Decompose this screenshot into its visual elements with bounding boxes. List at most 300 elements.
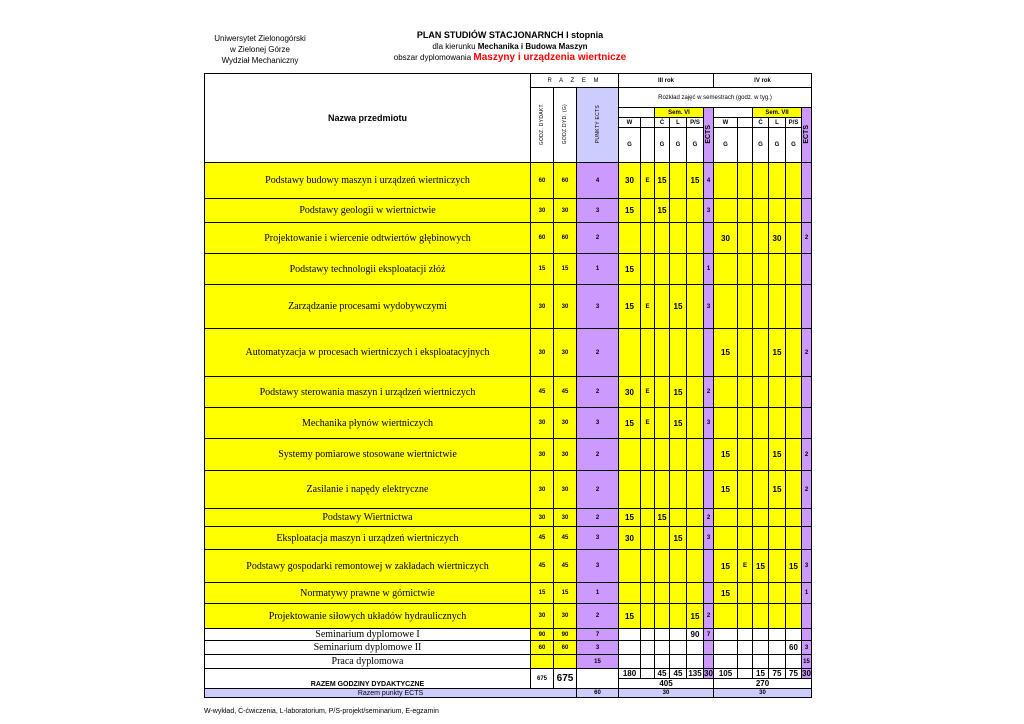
hours-cell: 60: [531, 223, 554, 254]
ects-cell: 15: [577, 655, 619, 669]
sem6-cell: 15: [619, 509, 641, 527]
hours-cell: [531, 655, 554, 669]
sem7-cell: [753, 527, 769, 550]
sem6-ects-cell: [704, 550, 714, 583]
sem7-cell: [714, 509, 738, 527]
sem6-ects-cell: [704, 471, 714, 509]
subject-row: [205, 604, 812, 629]
sem6-cell: 30: [619, 377, 641, 408]
sem7-g-c: G: [753, 128, 769, 163]
sem6-cell: [641, 199, 655, 223]
sem6-cell: 15: [670, 408, 687, 439]
sem6-cell: [670, 550, 687, 583]
sem6-cell: E: [641, 408, 655, 439]
sem6-ects-cell: 1: [704, 254, 714, 285]
subject-row: [205, 223, 812, 254]
subject-name: Seminarium dyplomowe I: [205, 629, 531, 641]
hours-g-cell: 90: [554, 629, 577, 641]
sem7-cell: [753, 408, 769, 439]
subject-row: [205, 254, 812, 285]
sem7-cell: [738, 223, 753, 254]
spec-name: Maszyny i urządzenia wiertnicze: [473, 52, 627, 63]
hours-cell: 30: [531, 408, 554, 439]
hours-g-cell: 30: [554, 471, 577, 509]
sem7-ects-cell: 3: [802, 641, 812, 655]
godz-dyd-g-label: GODZ.DYD. (G): [562, 103, 568, 145]
sem6-cell: [670, 509, 687, 527]
sem7-cell: [714, 377, 738, 408]
sem7-cell: [738, 377, 753, 408]
sem7-c: Ć: [753, 118, 769, 128]
total-sem6-cell: 45: [670, 669, 687, 679]
subject-row: [205, 408, 812, 439]
sem7-cell: [769, 641, 786, 655]
total-hours: 675: [531, 669, 554, 689]
sem6-ects-cell: [704, 223, 714, 254]
sem7-cell: [769, 629, 786, 641]
sem7-ects-cell: [802, 604, 812, 629]
sem6-ects-label: ECTS: [705, 124, 712, 144]
sem6-total: 405: [619, 679, 714, 689]
subject-name: Zarządzanie procesami wydobywczymi: [205, 285, 531, 329]
sem6-cell: 15: [655, 509, 670, 527]
subject-name: Eksploatacja maszyn i urządzeń wiertniczych: [205, 527, 531, 550]
sem6-g-ps: G: [687, 128, 704, 163]
sem7-cell: [738, 583, 753, 604]
sem6-ects-cell: [704, 655, 714, 669]
sem7-cell: E: [738, 550, 753, 583]
ects-cell: 7: [577, 629, 619, 641]
sem6-cell: [641, 509, 655, 527]
sem7-total: 270: [714, 679, 812, 689]
sem7-cell: [738, 509, 753, 527]
hours-g-cell: 45: [554, 550, 577, 583]
ects-cell: 2: [577, 223, 619, 254]
sem6-cell: E: [641, 377, 655, 408]
sem6-cell: [670, 254, 687, 285]
sem6-cell: [655, 641, 670, 655]
hours-cell: 30: [531, 285, 554, 329]
sem6-cell: [687, 254, 704, 285]
sem6-cell: 15: [655, 199, 670, 223]
sem7-cell: [769, 550, 786, 583]
sem7-blank: [738, 118, 753, 128]
sem7-cell: [738, 408, 753, 439]
field-prefix: dla kierunku: [432, 42, 478, 51]
sem7-cell: [714, 163, 738, 199]
sem6-cell: [619, 223, 641, 254]
plan-title: PLAN STUDIÓW STACJONARNCH I stopnia: [416, 30, 604, 40]
hours-g-cell: 60: [554, 641, 577, 655]
sem6-blank: [641, 118, 655, 128]
subject-row: [205, 163, 812, 199]
total-ects-spacer: [577, 669, 619, 689]
subject-header-cell: [205, 74, 531, 163]
hours-cell: 60: [531, 641, 554, 655]
ects-cell: 2: [577, 439, 619, 471]
sem6-cell: [619, 471, 641, 509]
sem6-cell: [619, 550, 641, 583]
sem7-cell: 60: [786, 641, 802, 655]
subject-row: [205, 641, 812, 655]
sem7-cell: [786, 377, 802, 408]
header-row-1: [205, 74, 812, 88]
ects-cell: 2: [577, 471, 619, 509]
hours-cell: 45: [531, 550, 554, 583]
sem6-cell: [670, 163, 687, 199]
sem6-cell: 15: [619, 604, 641, 629]
sem6-cell: [641, 604, 655, 629]
sem7-cell: 15: [769, 329, 786, 377]
sem7-cell: [714, 285, 738, 329]
total-sem7-cell: 15: [753, 669, 769, 679]
sem6-cell: [641, 471, 655, 509]
ects-points-label: PUNKTY ECTS: [594, 104, 601, 144]
sem7-cell: 30: [714, 223, 738, 254]
sem6-ects-cell: 2: [704, 509, 714, 527]
sem7-cell: [753, 655, 769, 669]
sem6-cell: [655, 471, 670, 509]
hours-cell: 60: [531, 163, 554, 199]
ects-total-row: [205, 689, 812, 698]
sem7-cell: 15: [714, 583, 738, 604]
sem7-cell: [786, 285, 802, 329]
sem7-cell: [738, 285, 753, 329]
sem6-cell: 15: [619, 199, 641, 223]
sem6-cell: 15: [687, 604, 704, 629]
sem7-ects-cell: 2: [802, 471, 812, 509]
subject-name: Podstawy geologii w wiertnictwie: [205, 199, 531, 223]
sem6-cell: [655, 377, 670, 408]
sem6-cell: [687, 527, 704, 550]
subject-name: Systemy pomiarowe stosowane wiertnictwie: [205, 439, 531, 471]
sem6-cell: 30: [619, 527, 641, 550]
spec-line: [340, 52, 680, 63]
sem6-ects-cell: 2: [704, 604, 714, 629]
sem6-ects-cell: 3: [704, 199, 714, 223]
hours-cell: 30: [531, 439, 554, 471]
subject-name: Podstawy budowy maszyn i urządzeń wiertniczych: [205, 163, 531, 199]
hours-cell: 45: [531, 377, 554, 408]
sem6-cell: [655, 583, 670, 604]
sem6-cell: [687, 471, 704, 509]
sem7-cell: [769, 285, 786, 329]
sem7-ps: P/S: [786, 118, 802, 128]
university-name: Uniwersytet Zielonogórski: [214, 34, 306, 43]
sem7-cell: [714, 408, 738, 439]
sem7-cell: [738, 527, 753, 550]
sem7-cell: [753, 223, 769, 254]
sem7-g-l: G: [769, 128, 786, 163]
sem6-g-c: G: [655, 128, 670, 163]
field-name: Mechanika i Budowa Maszyn: [477, 42, 588, 51]
spec-prefix: obszar dyplomowania: [393, 53, 474, 62]
sem6-cell: [687, 223, 704, 254]
sem6-cell: [655, 285, 670, 329]
subject-row: [205, 377, 812, 408]
subject-row: [205, 285, 812, 329]
sem7-cell: [769, 655, 786, 669]
sem7-cell: [753, 439, 769, 471]
sem7-cell: 30: [769, 223, 786, 254]
sem6-cell: [619, 583, 641, 604]
sem7-ects-cell: [802, 509, 812, 527]
sem6-cell: E: [641, 163, 655, 199]
sem6-cell: [670, 471, 687, 509]
sem6-cell: [655, 604, 670, 629]
sem7-cell: [786, 509, 802, 527]
subject-row: [205, 199, 812, 223]
ects-cell: 3: [577, 199, 619, 223]
subject-name: Seminarium dyplomowe II: [205, 641, 531, 655]
sem6-cell: [655, 550, 670, 583]
sem7-cell: [738, 604, 753, 629]
sem7-cell: [769, 163, 786, 199]
sem6-cell: [655, 655, 670, 669]
ects-sem6-total: 30: [619, 689, 714, 698]
total-sem6-cell: 135: [688, 669, 702, 678]
subject-row: [205, 550, 812, 583]
sem6-ects-cell: 3: [704, 408, 714, 439]
sem6-cell: [655, 223, 670, 254]
sem7-cell: [753, 471, 769, 509]
subject-row: [205, 527, 812, 550]
sem7-cell: 15: [769, 471, 786, 509]
godz-dydakt-label: GODZ. DYDAKT.: [539, 102, 545, 146]
sem6-cell: [670, 641, 687, 655]
ects-total: 60: [577, 689, 619, 698]
sem7-cell: [786, 527, 802, 550]
sem6-g-l: G: [670, 128, 687, 163]
subject-name: Podstawy gospodarki remontowej w zakładach wiertniczych: [205, 550, 531, 583]
sem7-ects-cell: [802, 285, 812, 329]
total-sem6-ects: 30: [704, 669, 713, 678]
sem7-ects-cell: 2: [802, 439, 812, 471]
sem6-cell: [687, 285, 704, 329]
sem7-cell: [714, 655, 738, 669]
ects-cell: 1: [577, 254, 619, 285]
ects-cell: 3: [577, 285, 619, 329]
sem6-cell: [655, 329, 670, 377]
sem6-w: W: [619, 118, 641, 128]
sem6-cell: [641, 641, 655, 655]
sem7-ects-label: ECTS: [803, 124, 810, 144]
sem6-cell: [670, 583, 687, 604]
sem7-cell: [738, 439, 753, 471]
sem6-cell: [655, 629, 670, 641]
sem6-cell: [619, 439, 641, 471]
sem7-header: Sem. VII: [753, 108, 802, 118]
subject-name: Podstawy technologii eksploatacji złóż: [205, 254, 531, 285]
subject-row: [205, 439, 812, 471]
sem6-cell: 15: [670, 285, 687, 329]
sem6-cell: [641, 629, 655, 641]
totals-row: [205, 669, 812, 679]
total-hours-g: 675: [554, 669, 577, 689]
hours-g-cell: 30: [554, 408, 577, 439]
sem6-cell: [619, 655, 641, 669]
sem7-cell: [738, 199, 753, 223]
sem7-cell: [769, 254, 786, 285]
sem7-cell: [786, 254, 802, 285]
sem7-spacer: [714, 108, 753, 118]
sem7-cell: [786, 163, 802, 199]
sem7-cell: [769, 408, 786, 439]
sem7-ects-cell: [802, 163, 812, 199]
subject-name: Automatyzacja w procesach wiertniczych i eksploatacyjnych: [205, 329, 531, 377]
total-sem7-cell: 105: [714, 669, 738, 679]
sem6-ects-cell: [704, 583, 714, 604]
sem7-cell: [738, 655, 753, 669]
totals-label-cell: [205, 669, 531, 689]
hours-cell: 30: [531, 329, 554, 377]
sem7-cell: [786, 329, 802, 377]
subject-name: Mechanika płynów wiertniczych: [205, 408, 531, 439]
sem7-ects-cell: 2: [802, 223, 812, 254]
sem6-cell: [670, 439, 687, 471]
ects-cell: 2: [577, 329, 619, 377]
sem6-cell: [619, 641, 641, 655]
sem6-cell: [641, 583, 655, 604]
subject-row: [205, 629, 812, 641]
subject-row: [205, 655, 812, 669]
sem6-ects-cell: 3: [704, 285, 714, 329]
sem7-cell: [786, 583, 802, 604]
university-header: [190, 33, 330, 66]
sem6-cell: E: [641, 285, 655, 329]
subject-name: Zasilanie i napędy elektryczne: [205, 471, 531, 509]
sem7-ects-cell: [802, 527, 812, 550]
sem6-cell: [687, 408, 704, 439]
sem7-ects-header: [802, 108, 812, 163]
sem6-cell: [655, 439, 670, 471]
sem6-cell: 15: [619, 254, 641, 285]
sem6-cell: [641, 329, 655, 377]
ects-points-header: [577, 88, 619, 163]
total-sem7-cell: 75: [786, 669, 802, 679]
hours-g-cell: 45: [554, 377, 577, 408]
sem6-ps: P/S: [687, 118, 704, 128]
year4-header: IV rok: [714, 74, 812, 88]
hours-cell: 15: [531, 583, 554, 604]
sem6-cell: [687, 199, 704, 223]
hours-g-cell: 30: [554, 604, 577, 629]
hours-g-cell: 30: [554, 329, 577, 377]
sem7-ects-cell: [802, 199, 812, 223]
subject-row: [205, 509, 812, 527]
hours-cell: 30: [531, 471, 554, 509]
sem6-cell: [670, 223, 687, 254]
sem6-cell: 15: [687, 163, 704, 199]
field-line: [340, 41, 680, 52]
total-sem7-ects: 30: [802, 669, 811, 678]
subject-name: Projektowanie i wiercenie odtwiertów głębinowych: [205, 223, 531, 254]
ects-cell: 3: [577, 550, 619, 583]
hours-g-cell: 60: [554, 163, 577, 199]
sem7-l: L: [769, 118, 786, 128]
sem7-cell: [753, 604, 769, 629]
sem7-ects-cell: 1: [802, 583, 812, 604]
sem7-cell: [738, 471, 753, 509]
sem7-cell: [769, 199, 786, 223]
sem6-cell: [687, 641, 704, 655]
sem6-cell: [641, 550, 655, 583]
sem6-cell: [670, 329, 687, 377]
sem6-cell: [641, 527, 655, 550]
godz-dyd-g-header: [554, 88, 577, 163]
sem7-cell: [769, 377, 786, 408]
sem6-cell: [687, 583, 704, 604]
ects-sem7-total: 30: [714, 689, 812, 698]
sem7-cell: [738, 641, 753, 655]
sem6-cell: [655, 408, 670, 439]
sem7-g-w: G: [714, 128, 738, 163]
sem6-cell: [655, 527, 670, 550]
sem6-cell: [687, 329, 704, 377]
razem-header: R A Z E M: [531, 74, 619, 88]
sem7-cell: [714, 199, 738, 223]
university-city: w Zielonej Górze: [229, 45, 291, 54]
sem7-cell: [769, 583, 786, 604]
sem6-cell: [619, 329, 641, 377]
sem7-cell: [738, 329, 753, 377]
sem7-cell: [753, 641, 769, 655]
sem7-cell: 15: [753, 550, 769, 583]
sem7-cell: [753, 583, 769, 604]
sem7-cell: 15: [769, 439, 786, 471]
hours-g-cell: 30: [554, 199, 577, 223]
ects-cell: 3: [577, 408, 619, 439]
sem7-cell: [786, 223, 802, 254]
sem7-cell: [714, 604, 738, 629]
sem7-cell: 15: [714, 329, 738, 377]
ects-cell: 4: [577, 163, 619, 199]
sem7-cell: 15: [714, 439, 738, 471]
sem7-cell: [786, 604, 802, 629]
hours-cell: 15: [531, 254, 554, 285]
sem6-ects-cell: [704, 641, 714, 655]
hours-g-cell: 45: [554, 527, 577, 550]
sem7-cell: [786, 408, 802, 439]
sem6-cell: 15: [670, 377, 687, 408]
subject-row: [205, 471, 812, 509]
sem7-cell: [738, 163, 753, 199]
sem6-ects-cell: [704, 329, 714, 377]
sem7-ects-cell: 3: [802, 550, 812, 583]
sem6-ects-cell: 3: [704, 527, 714, 550]
sem7-cell: [753, 254, 769, 285]
sem6-ects-cell: [704, 439, 714, 471]
sem7-ects-cell: 2: [802, 329, 812, 377]
total-sem6-cell: [641, 669, 655, 679]
sem7-ects-cell: [802, 254, 812, 285]
sem7-cell: [786, 655, 802, 669]
sem6-cell: [655, 254, 670, 285]
sem7-cell: [753, 199, 769, 223]
ects-cell: 2: [577, 377, 619, 408]
sem7-cell: [753, 163, 769, 199]
sem6-cell: [687, 550, 704, 583]
sem7-cell: [786, 439, 802, 471]
sem6-cell: [687, 439, 704, 471]
sem7-cell: [786, 199, 802, 223]
sem7-cell: [769, 509, 786, 527]
sem7-ects-cell: [802, 377, 812, 408]
ects-cell: 1: [577, 583, 619, 604]
sem6-cell: [687, 509, 704, 527]
subject-name: Projektowanie siłowych układów hydraulicznych: [205, 604, 531, 629]
sem7-cell: [714, 254, 738, 285]
